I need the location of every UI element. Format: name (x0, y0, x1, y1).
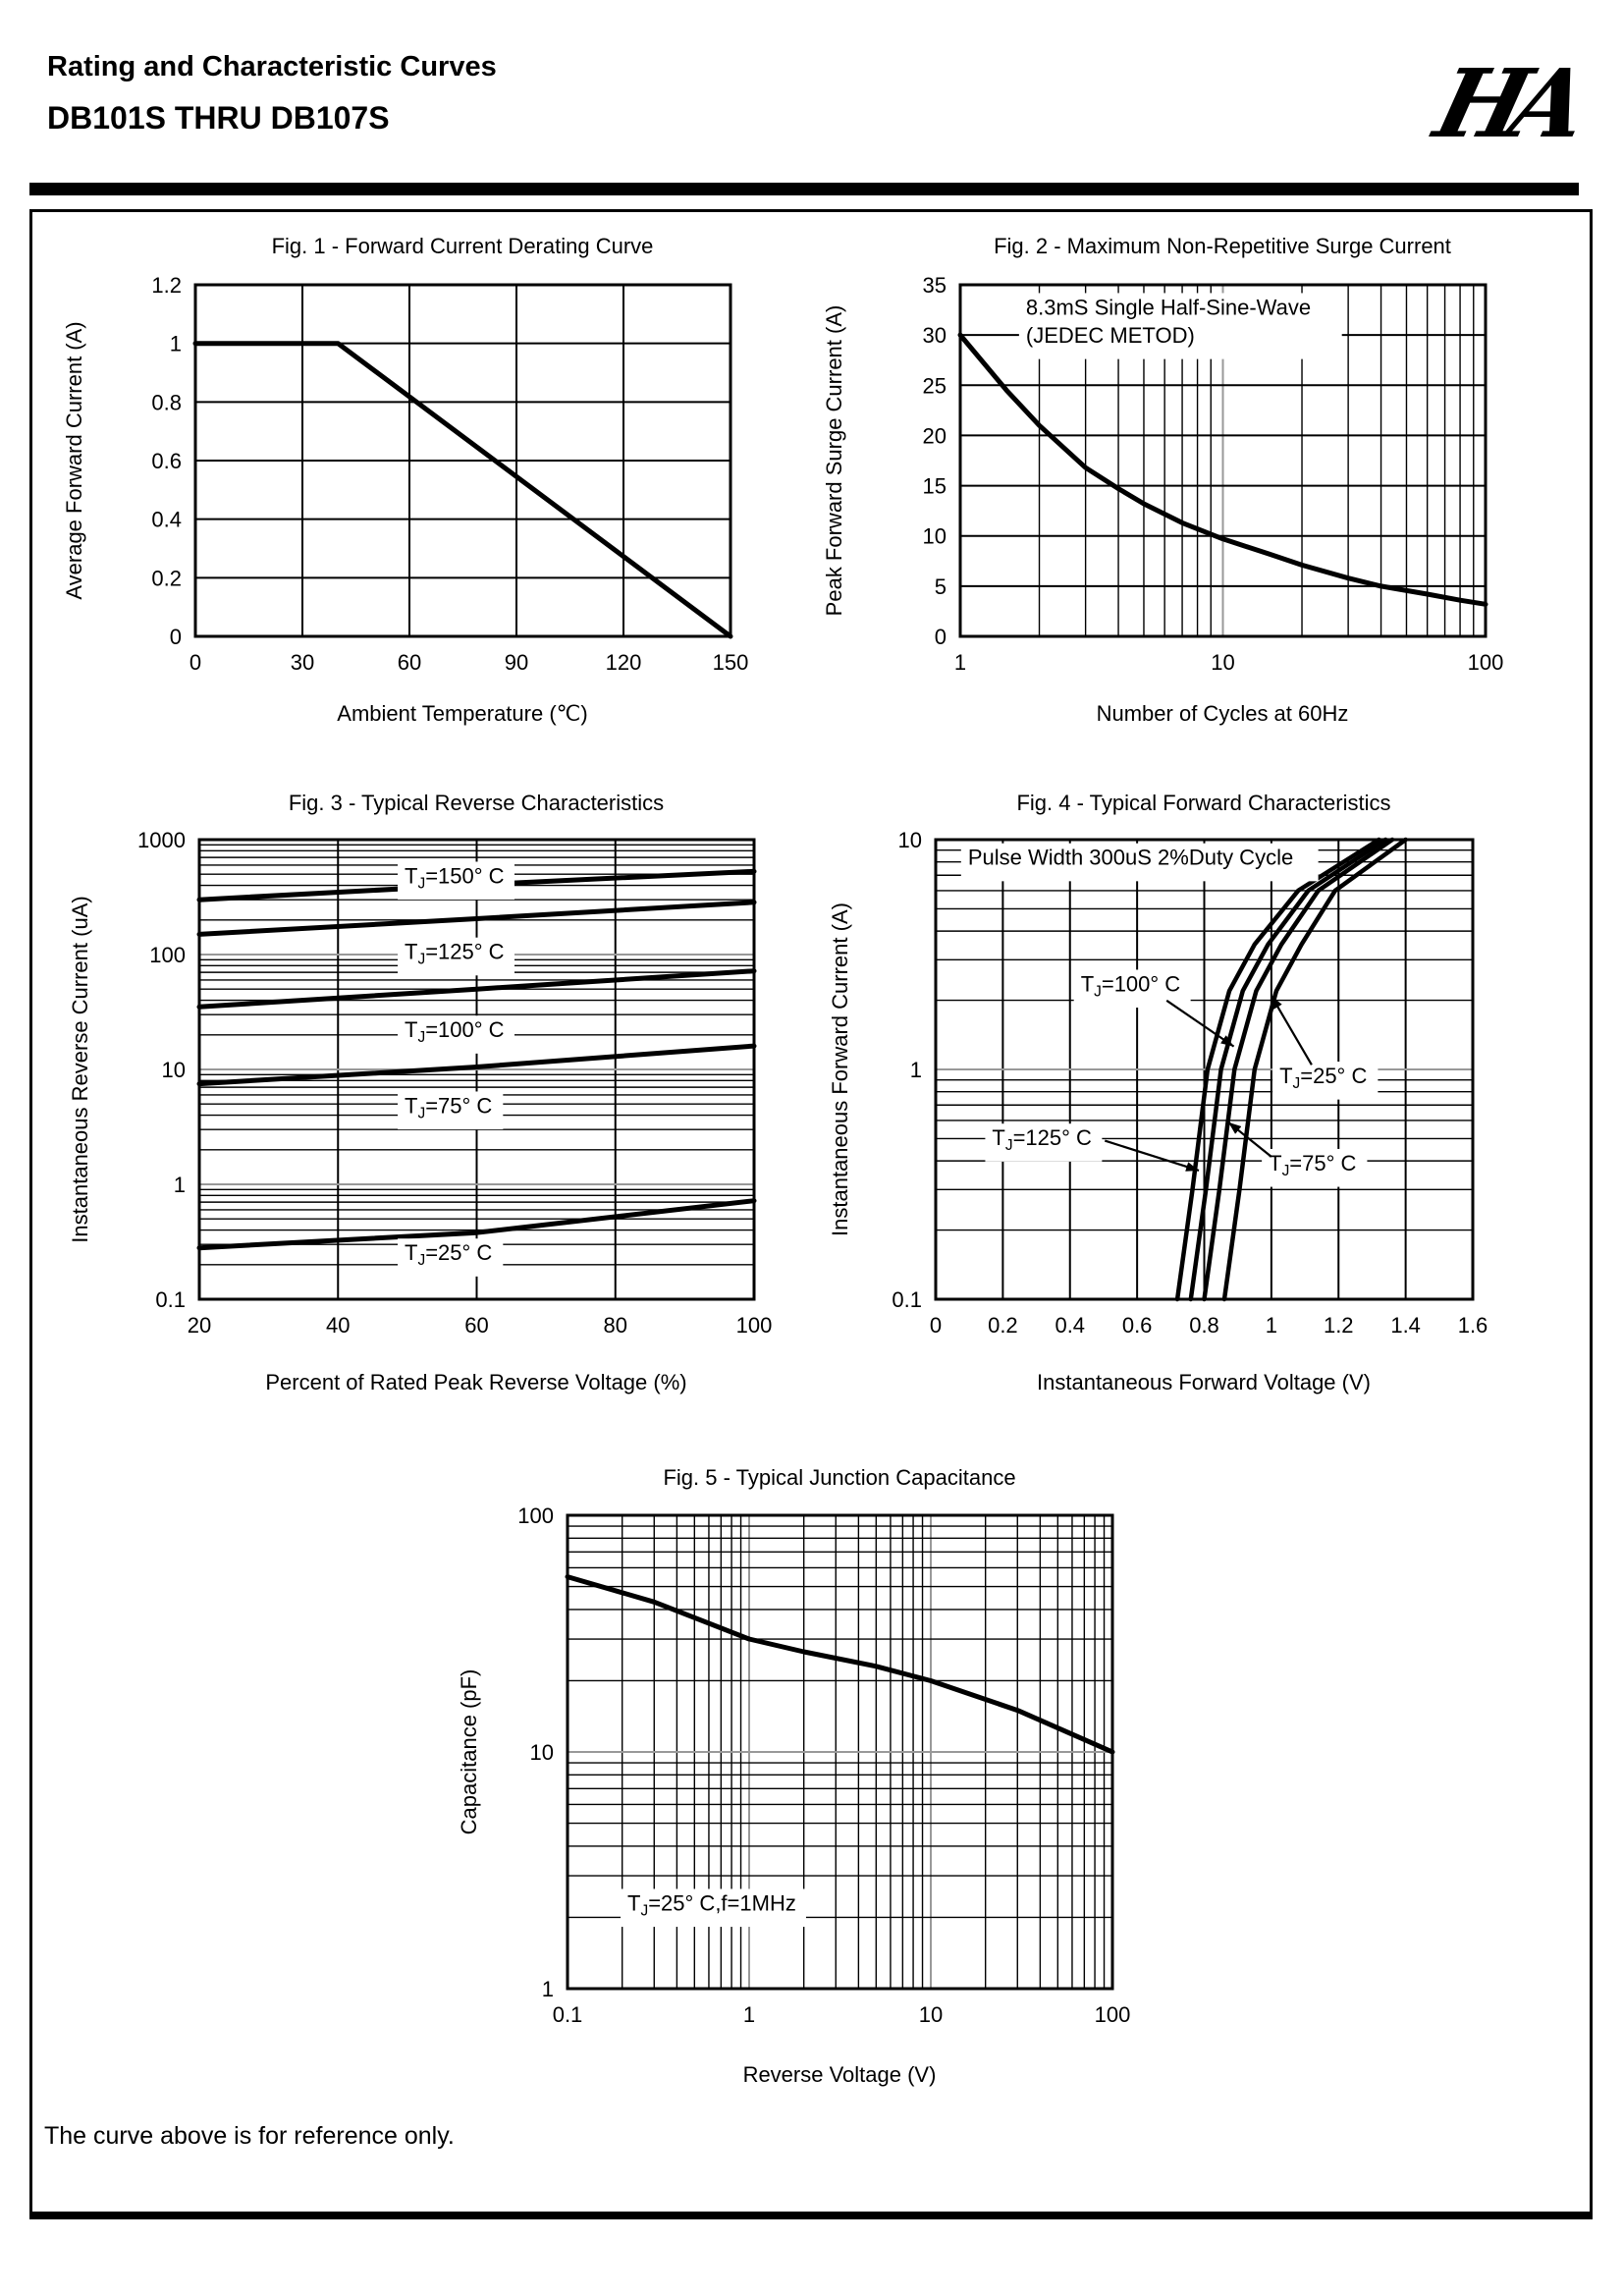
svg-text:100: 100 (149, 943, 186, 967)
part-number-range: DB101S THRU DB107S (47, 100, 390, 136)
svg-text:90: 90 (504, 650, 529, 675)
svg-text:0: 0 (929, 1313, 943, 1338)
fig4-title: Fig. 4 - Typical Forward Characteristics (1016, 791, 1391, 815)
svg-text:TJ=25° C: $T_J=25^\circ$ C (1279, 1064, 1368, 1093)
svg-text:15: 15 (922, 473, 947, 499)
curves-frame (29, 209, 1593, 2219)
svg-text:0: 0 (189, 650, 202, 675)
svg-text:0.4: 0.4 (1055, 1313, 1086, 1338)
svg-text:100: 100 (517, 1503, 554, 1528)
svg-text:80: 80 (603, 1313, 627, 1338)
svg-text:0.2: 0.2 (151, 566, 182, 591)
svg-text:TJ=75° C: $T_J=75^\circ$ C (405, 1093, 493, 1122)
svg-text:0.1: 0.1 (552, 2002, 583, 2027)
svg-text:0: 0 (934, 625, 947, 649)
svg-text:10: 10 (529, 1740, 554, 1765)
fig3-svg (52, 787, 798, 1425)
page-title: Rating and Characteristic Curves (47, 51, 497, 82)
svg-text:TJ=75° C: $T_J=75^\circ$ C (1269, 1150, 1357, 1179)
svg-text:40: 40 (326, 1313, 351, 1338)
svg-text:30: 30 (290, 650, 315, 675)
svg-text:0.6: 0.6 (151, 449, 182, 473)
svg-text:1000: 1000 (137, 828, 186, 852)
svg-text:TJ=150° C: $T_J=150^\circ$ C (405, 863, 505, 893)
svg-text:TJ=100° C: $T_J=100^\circ$ C (405, 1017, 505, 1047)
fig4-svg (818, 787, 1564, 1425)
svg-text:1.6: 1.6 (1457, 1313, 1488, 1338)
svg-text:150: 150 (712, 650, 749, 675)
svg-text:TJ=25° C,f=1MHz: $T_J=25^\circ$ C,f=1MHz (627, 1890, 796, 1920)
svg-text:5: 5 (934, 574, 947, 599)
fig1-forward-current-derating (52, 222, 798, 772)
fig3-xlabel: Percent of Rated Peak Reverse Voltage (%) (265, 1370, 687, 1394)
svg-text:0.2: 0.2 (988, 1313, 1018, 1338)
svg-text:1.4: 1.4 (1390, 1313, 1421, 1338)
svg-text:10: 10 (897, 828, 922, 852)
fig2-surge-current (818, 222, 1564, 772)
fig4-forward-characteristics (818, 787, 1564, 1425)
svg-text:60: 60 (397, 650, 422, 675)
svg-text:25: 25 (922, 373, 947, 399)
svg-text:100: 100 (1467, 650, 1504, 675)
svg-text:TJ=25° C: $T_J=25^\circ$ C (405, 1240, 493, 1270)
svg-text:TJ=125° C: $T_J=125^\circ$ C (405, 939, 505, 968)
svg-text:100: 100 (1094, 2002, 1131, 2027)
fig1-ylabel: Average Forward Current (A) (62, 321, 86, 600)
svg-text:1: 1 (742, 2002, 756, 2027)
svg-text:0.4: 0.4 (151, 507, 182, 532)
svg-text:0.8: 0.8 (151, 390, 182, 415)
svg-text:35: 35 (922, 273, 947, 298)
svg-text:0.6: 0.6 (1121, 1313, 1153, 1338)
svg-text:1: 1 (541, 1977, 554, 2001)
fig2-svg (818, 222, 1564, 772)
svg-text:30: 30 (922, 323, 947, 349)
svg-text:10: 10 (161, 1058, 186, 1082)
fig2-ylabel: Peak Forward Surge Current (A) (822, 304, 846, 617)
fig5-xlabel: Reverse Voltage (V) (742, 2062, 937, 2087)
svg-text:1: 1 (169, 331, 182, 356)
fig2-plot-area (923, 273, 1504, 675)
svg-text:10: 10 (922, 523, 947, 549)
svg-text:1: 1 (909, 1058, 922, 1082)
svg-text:TJ=100° C: $T_J=100^\circ$ C (1080, 971, 1181, 1001)
fig3-plot-area (137, 828, 772, 1338)
svg-text:1: 1 (953, 650, 967, 675)
svg-text:10: 10 (1211, 650, 1235, 675)
svg-text:20: 20 (187, 1313, 212, 1338)
svg-text:120: 120 (605, 650, 642, 675)
svg-text:Pulse Width 300uS 2%Duty Cycle: Pulse Width 300uS 2%Duty Cycle (967, 845, 1294, 870)
fig4-xlabel: Instantaneous Forward Voltage (V) (1037, 1370, 1371, 1394)
svg-text:TJ=125° C: $T_J=125^\circ$ C (992, 1125, 1092, 1155)
fig1-title: Fig. 1 - Forward Current Derating Curve (271, 234, 654, 258)
reference-note: The curve above is for reference only. (44, 2122, 455, 2150)
svg-text:100: 100 (735, 1313, 773, 1338)
svg-text:1.2: 1.2 (1323, 1313, 1354, 1338)
svg-text:1: 1 (1265, 1313, 1277, 1338)
fig1-xlabel: Ambient Temperature (℃) (337, 701, 588, 726)
svg-text:0.1: 0.1 (892, 1287, 922, 1312)
fig1-plot-area (151, 273, 748, 675)
fig5-title: Fig. 5 - Typical Junction Capacitance (663, 1465, 1016, 1490)
header-rule (29, 183, 1579, 195)
fig4-ylabel: Instantaneous Forward Current (A) (828, 902, 852, 1236)
svg-text:10: 10 (918, 2002, 944, 2027)
fig5-ylabel: Capacitance (pF) (457, 1668, 481, 1835)
svg-text:1: 1 (173, 1173, 186, 1197)
fig3-ylabel: Instantaneous Reverse Current (uA) (68, 896, 92, 1243)
svg-text:60: 60 (464, 1313, 489, 1338)
svg-text:0: 0 (169, 625, 182, 649)
fig5-plot-area (517, 1503, 1130, 2027)
fig4-plot-area (892, 828, 1488, 1338)
svg-text:8.3mS Single Half-Sine-Wave(JE: 8.3mS Single Half-Sine-Wave (JEDEC METOD) (1025, 295, 1312, 349)
svg-text:1.2: 1.2 (151, 273, 182, 298)
fig2-title: Fig. 2 - Maximum Non-Repetitive Surge Current (994, 234, 1451, 258)
svg-text:0.1: 0.1 (155, 1287, 186, 1312)
fig3-title: Fig. 3 - Typical Reverse Characteristics (288, 791, 665, 815)
fig2-xlabel: Number of Cycles at 60Hz (1096, 701, 1349, 726)
fig5-junction-capacitance (406, 1459, 1289, 2107)
svg-text:0.8: 0.8 (1189, 1313, 1219, 1338)
fig5-svg (406, 1459, 1289, 2107)
svg-text:20: 20 (922, 423, 947, 449)
brand-logo: HA (1425, 48, 1586, 159)
fig1-svg (52, 222, 798, 772)
fig3-reverse-characteristics (52, 787, 798, 1425)
